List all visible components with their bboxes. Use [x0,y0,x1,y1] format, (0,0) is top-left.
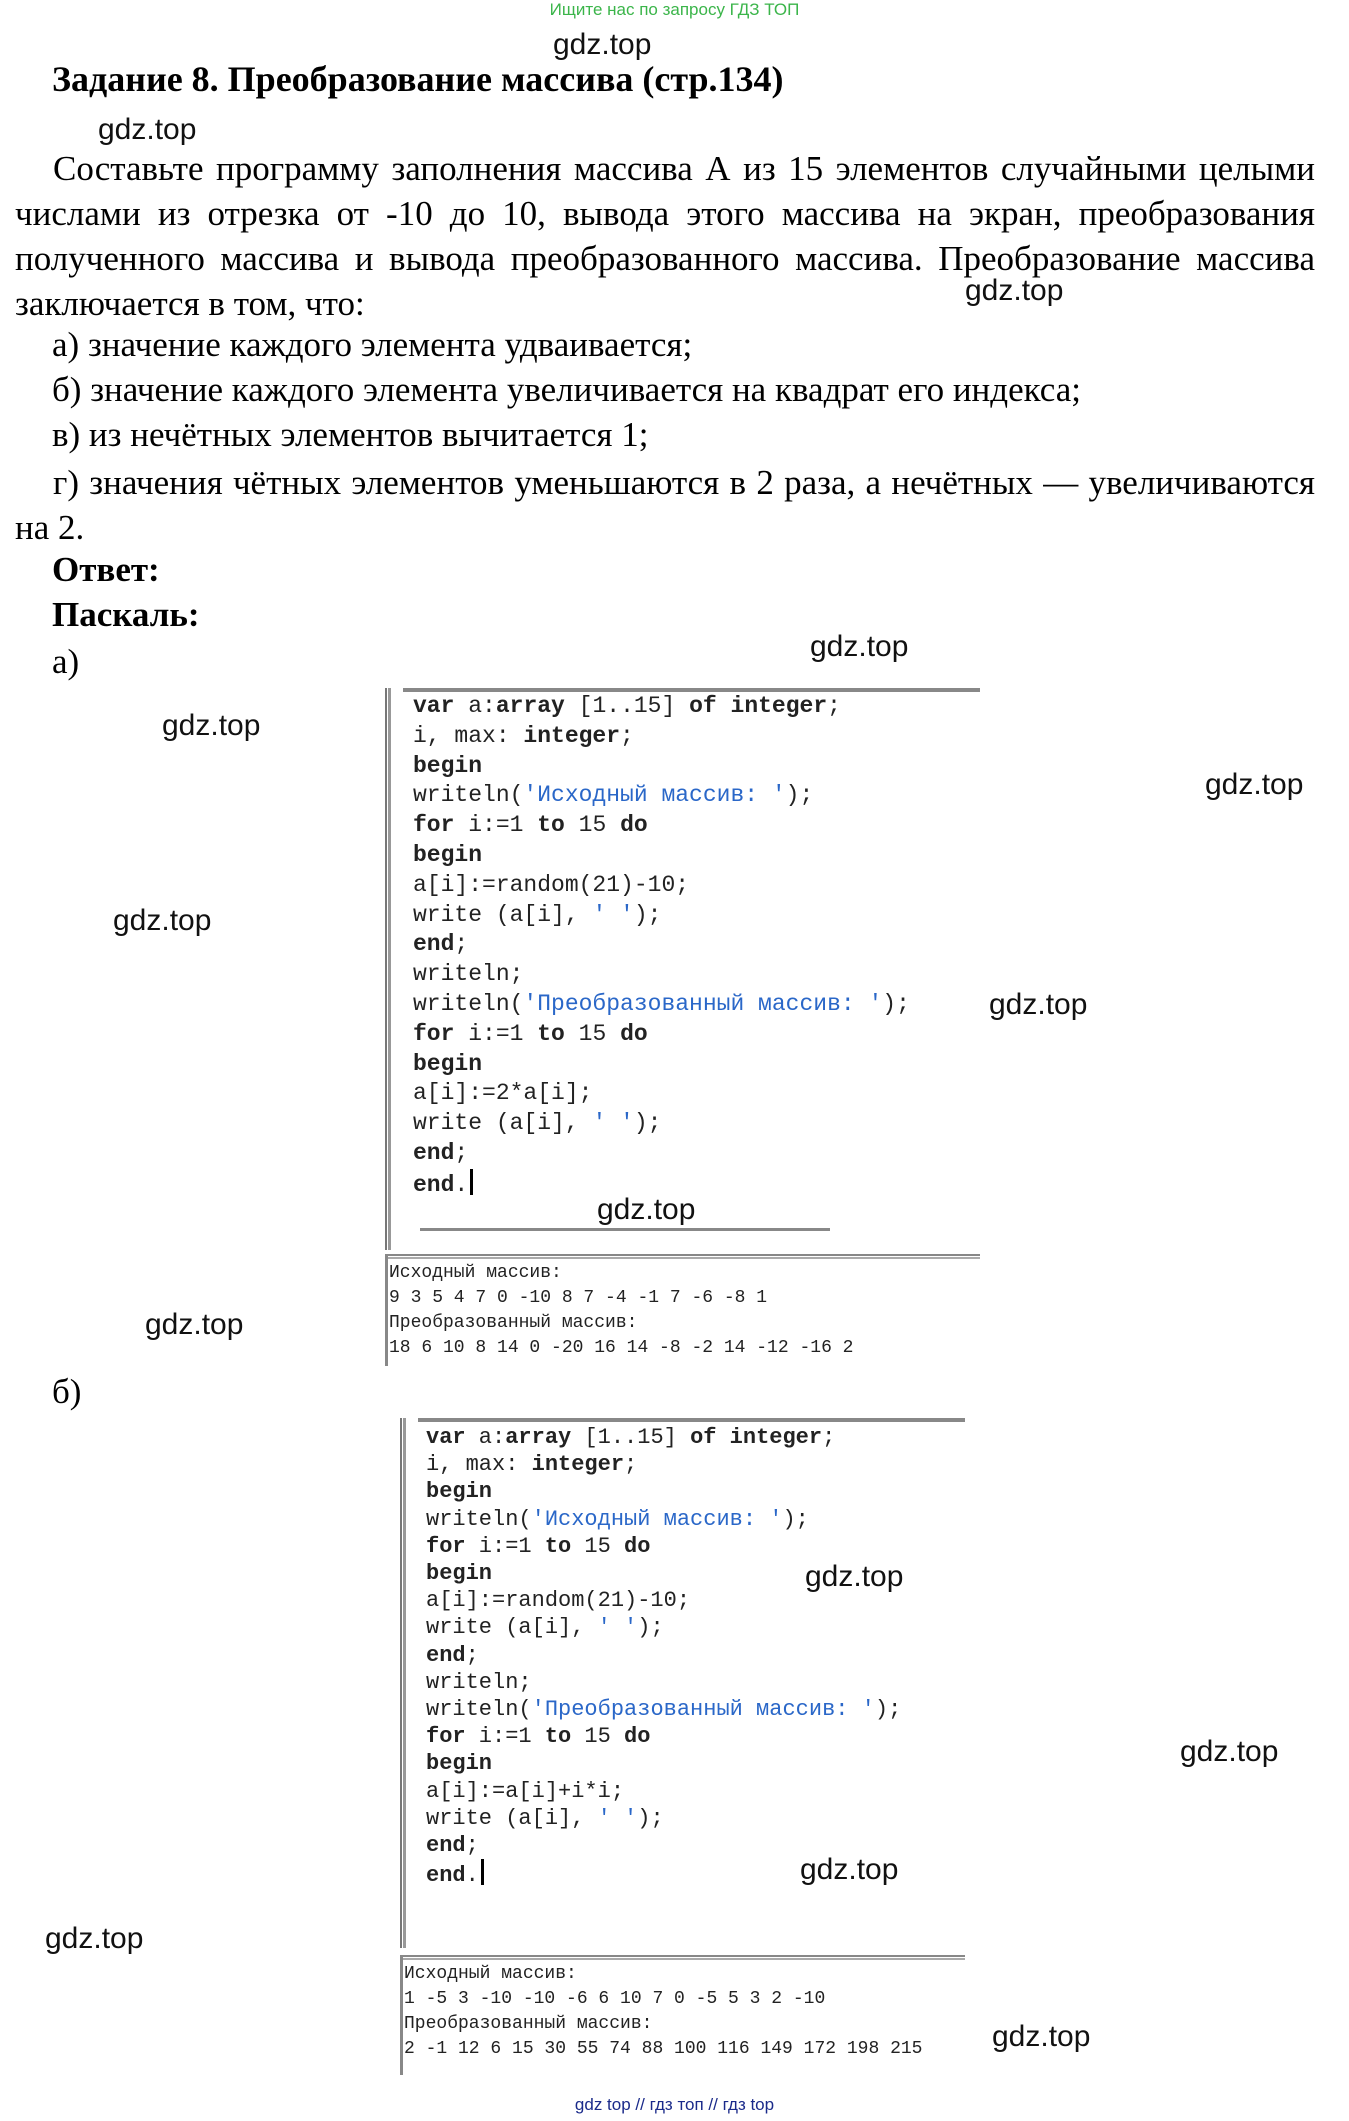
code-line: end. [426,1859,901,1889]
watermark-13: gdz.top [800,1853,899,1886]
output-line: 1 -5 3 -10 -10 -6 6 10 7 0 -5 5 3 2 -10 [404,1989,826,2009]
task-paragraph-text: Составьте программу заполнения массива А из 15 элементов случайными целыми числами из отрезка от -10 до 10, вывода этого массива на экран, преобразования полученного массива и вывода преобразованного массива. Преобразование массива заключается в том, что: [15,149,1315,323]
code-line: var a:array [1..15] of integer; [426,1425,836,1450]
watermark-9: gdz.top [597,1193,696,1226]
watermark-10: gdz.top [145,1308,244,1341]
code-line: write (a[i], ' '); [426,1805,664,1831]
output-border-a [385,1254,980,1259]
code-line: i, max: integer; [426,1452,638,1478]
code-line: begin [413,1050,483,1077]
task-paragraph [15,146,1315,326]
code-line: a[i]:=random(21)-10; [426,1588,691,1614]
watermark-3: gdz.top [965,274,1064,307]
code-line: var a:array [1..15] of integer; [413,693,841,719]
code-line: begin [413,841,483,868]
watermark-4: gdz.top [810,630,909,663]
task-item-v: в) из нечётных элементов вычитается 1; [52,415,649,454]
watermark-14: gdz.top [45,1922,144,1955]
code-line: end. [413,1169,910,1201]
code-line: writeln('Преобразованный массив: '); [413,990,910,1017]
output-line: Преобразованный массив: [404,2014,653,2034]
code-line: begin [426,1561,493,1587]
code-line: end; [413,931,469,958]
code-line: begin [413,752,483,779]
watermark-7: gdz.top [113,904,212,937]
task-item-g-text: г) значения чётных элементов уменьшаются в 2 раза, а нечётных — увеличиваются на 2. [15,463,1315,547]
code-line: writeln; [426,1669,532,1695]
output-side-a [385,1254,388,1366]
part-b-label: б) [52,1372,82,1411]
code-line: for i:=1 to 15 do [426,1724,651,1750]
part-a-label: а) [52,642,80,681]
text-cursor [470,1169,473,1195]
code-line: begin [426,1479,493,1505]
code-line: write (a[i], ' '); [426,1615,664,1641]
watermark-15: gdz.top [992,2020,1091,2053]
code-listing-b [426,1424,904,1889]
console-output-b [404,1962,922,2062]
output-line: Преобразованный массив: [389,1313,638,1333]
text-cursor [481,1859,484,1885]
watermark-11: gdz.top [805,1560,904,1593]
code-line: a[i]:=a[i]+i*i; [426,1778,625,1804]
watermark-2: gdz.top [98,113,197,146]
code-line: a[i]:=random(21)-10; [413,871,690,898]
code-line: for i:=1 to 15 do [413,812,648,839]
code-line: i, max: integer; [413,722,634,749]
code-line: end; [413,1139,469,1166]
task-item-b: б) значение каждого элемента увеличивается на квадрат его индекса; [52,370,1081,409]
answer-label: Ответ: [52,550,160,589]
code-line: writeln('Исходный массив: '); [413,782,814,809]
language-label: Паскаль: [52,595,200,634]
code-line: for i:=1 to 15 do [426,1533,651,1559]
code-line: begin [426,1751,493,1777]
watermark-6: gdz.top [1205,768,1304,801]
watermark-8: gdz.top [989,988,1088,1021]
code-listing-a [413,692,910,1201]
watermark-5: gdz.top [162,709,261,742]
watermark-1: gdz.top [553,28,652,61]
output-line: 18 6 10 8 14 0 -20 16 14 -8 -2 14 -12 -16 2 [389,1338,854,1358]
bottom-banner: gdz top // гдз топ // гдз top [574,2095,775,2114]
console-output-a [389,1261,853,1361]
task-item-a: а) значение каждого элемента удваивается; [52,325,693,364]
code-line: end; [426,1833,479,1859]
output-line: Исходный массив: [404,1964,577,1984]
code-line: a[i]:=2*a[i]; [413,1080,593,1107]
task-item-g [15,460,1315,550]
code-line: writeln('Исходный массив: '); [426,1506,809,1532]
task-title: Задание 8. Преобразование массива (стр.134) [52,59,784,99]
top-banner: Ищите нас по запросу ГДЗ ТОП [549,0,800,19]
code-line: writeln('Преобразованный массив: '); [426,1697,902,1723]
code-line: end; [426,1642,479,1668]
code-line: write (a[i], ' '); [413,1110,662,1137]
output-line: 2 -1 12 6 15 30 55 74 88 100 116 149 172 198 215 [404,2039,923,2059]
output-side-b [400,1955,403,2075]
code-line: writeln; [413,961,524,988]
code-line: for i:=1 to 15 do [413,1020,648,1047]
output-border-b [400,1955,965,1960]
watermark-12: gdz.top [1180,1735,1279,1768]
output-line: 9 3 5 4 7 0 -10 8 7 -4 -1 7 -6 -8 1 [389,1288,768,1308]
output-line: Исходный массив: [389,1263,562,1283]
code-line: write (a[i], ' '); [413,901,662,928]
